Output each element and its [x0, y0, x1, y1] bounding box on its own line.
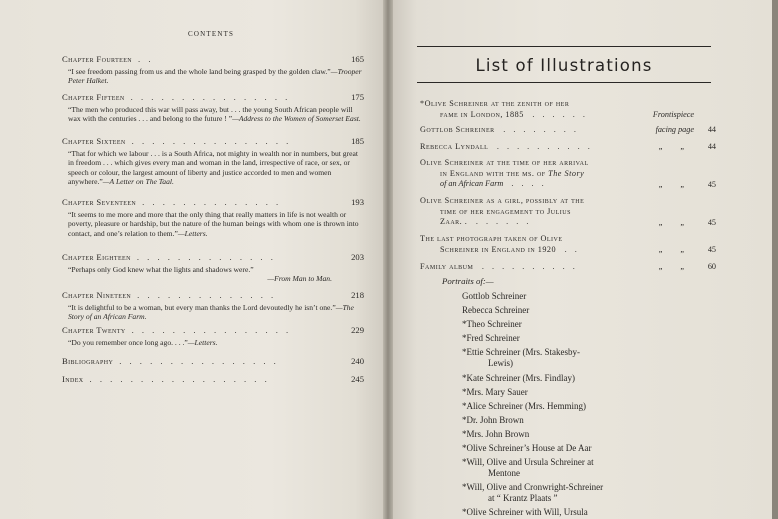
illustration-caption: *Olive Schreiner at the zenith of her: [420, 99, 570, 108]
illustration-entry: [420, 125, 716, 136]
illustration-ref: facing page: [655, 125, 694, 135]
toc-page-number: 185: [351, 136, 364, 146]
toc-entry: [62, 374, 364, 386]
portrait-item-cont: Lewis): [488, 358, 513, 368]
portrait-item: [462, 358, 513, 369]
leader-dots: . . . . . .: [475, 217, 532, 227]
toc-entry: [62, 290, 364, 322]
epigraph: [62, 105, 364, 124]
toc-entry-title: Chapter Sixteen: [62, 136, 126, 146]
illustration-caption-cont: Zaar. .: [440, 217, 468, 227]
portrait-item: *Alice Schreiner (Mrs. Hemming): [462, 401, 586, 411]
leader-dots: . . . . . . . . . . . . . .: [137, 290, 277, 300]
illustration-ref: „: [680, 142, 684, 152]
ditto-mark: „: [658, 262, 663, 272]
leader-dots: . . . . . . . . . . . . . . . .: [131, 136, 292, 146]
running-head: CONTENTS: [188, 30, 235, 38]
portrait-item: *Fred Schreiner: [462, 333, 520, 343]
epigraph: [62, 67, 364, 86]
toc-entry-title: Bibliography: [62, 356, 114, 366]
toc-page-number: 240: [351, 356, 364, 366]
portrait-item: *Will, Olive and Ursula Schreiner at: [462, 457, 594, 467]
illustration-caption: Olive Schreiner at the time of her arrival: [420, 158, 589, 167]
illustration-caption-cont: fame in London, 1885: [440, 109, 524, 119]
epigraph-attribution: —The Story of an African Farm.: [68, 303, 354, 322]
epigraph-attribution: [62, 274, 364, 283]
portrait-item: *Olive Schreiner with Will, Ursula: [462, 507, 588, 517]
portrait-item: *Ettie Schreiner (Mrs. Stakesby-: [462, 347, 580, 357]
epigraph-text: “The men who produced this war will pass away, but . . . the young South African people will wax with the centuries . . . and belong to the future ! ”: [68, 105, 353, 124]
epigraph-attribution: —Letters.: [177, 228, 208, 238]
epigraph-text: “I see freedom passing from us and the whole land being grasped by the golden claw.”: [68, 67, 331, 76]
leader-dots: . . . . . . . .: [503, 125, 579, 134]
illustration-page: 45: [707, 218, 716, 228]
illustration-caption-cont: in England with the ms. of: [440, 168, 546, 178]
portrait-item: Rebecca Schreiner: [462, 305, 530, 315]
leader-dots: . . . . . . . . . .: [481, 262, 578, 271]
toc-entry: [62, 92, 364, 124]
toc-entry-title: Index: [62, 374, 84, 384]
illustration-page: 44: [707, 142, 716, 152]
toc-page-number: 229: [351, 325, 364, 335]
portrait-item: *Will, Olive and Cronwright-Schreiner: [462, 482, 604, 492]
right-page: [390, 0, 778, 519]
ditto-mark: „: [658, 180, 663, 190]
epigraph-text: “Perhaps only God knew what the lights and shadows were.”: [68, 265, 254, 274]
leader-dots: . . . . . . . . . . . . . . . .: [130, 92, 291, 102]
ditto-mark: „: [658, 218, 663, 228]
portrait-item-cont: at “ Krantz Plaats ”: [488, 493, 558, 503]
epigraph-text: “It seems to me more and more that the only thing that really matters in life is not wealth or poverty, pleasure or hardship, but the nature of the human beings with whom one is thrown into contact, and one’s relation to them.”: [68, 210, 359, 238]
illustration-caption-cont: of an African Farm: [440, 179, 504, 189]
illustration-caption: Gottlob Schreiner: [420, 125, 495, 134]
epigraph: [62, 303, 364, 322]
leader-dots: . . . . . . . . . . . . . . . . . .: [89, 374, 270, 384]
toc-page-number: 193: [351, 197, 364, 207]
title-rule-bottom: [417, 82, 711, 83]
leader-dots: . . . . . . . . . . . . . . . .: [119, 356, 279, 366]
page-title: List of Illustrations: [475, 56, 653, 75]
toc-entry-title: Chapter Nineteen: [62, 290, 132, 300]
epigraph: [62, 265, 364, 274]
ditto-mark: „: [658, 245, 663, 255]
illustration-page: 60: [707, 262, 716, 272]
portrait-item: [462, 468, 520, 479]
leader-dots: . . . . . . . . . .: [496, 142, 593, 151]
epigraph: [62, 210, 364, 238]
illustration-page: 44: [707, 125, 716, 135]
illustration-caption-cont: Schreiner in England in 1920: [440, 244, 557, 254]
epigraph-attribution: —Address to the Women of Somerset East.: [232, 114, 361, 124]
illustration-entry: [420, 196, 716, 229]
illustration-entry: [420, 158, 716, 191]
toc-page-number: 245: [351, 374, 364, 384]
toc-page-number: 165: [351, 54, 364, 64]
portrait-item: Gottlob Schreiner: [462, 291, 527, 301]
leader-dots: . . . . . . . . . . . . . . . .: [131, 325, 292, 335]
toc-entry: [62, 356, 364, 368]
illustration-caption: Rebecca Lyndall: [420, 142, 489, 151]
illustration-ref: „: [680, 218, 684, 228]
toc-entry-title: Chapter Eighteen: [62, 252, 131, 262]
toc-entry-title: Chapter Twenty: [62, 325, 126, 335]
illustration-page: 45: [707, 180, 716, 190]
illustration-entry: [420, 99, 716, 121]
portrait-item: *Olive Schreiner’s House at De Aar: [462, 443, 592, 453]
epigraph-attribution: —Trooper Peter Halket.: [68, 67, 362, 86]
title-rule-top: [417, 46, 711, 47]
toc-entry-title: Chapter Fifteen: [62, 92, 125, 102]
illustration-caption: Family album: [420, 262, 474, 271]
epigraph-text: “Do you remember once long ago. . . .”: [68, 338, 188, 347]
toc-entry: [62, 197, 364, 238]
illustration-ref: Frontispiece: [652, 110, 694, 120]
illustration-ref: „: [680, 180, 684, 190]
book-gutter: [383, 0, 393, 519]
illustration-ref: „: [680, 262, 684, 272]
illustration-caption-italic: The Story: [548, 168, 585, 178]
epigraph-attribution: —A Letter on The Taal.: [102, 176, 174, 186]
toc-entry-title: Chapter Seventeen: [62, 197, 137, 207]
portrait-item: *Dr. John Brown: [462, 415, 524, 425]
portraits-heading: Portraits of:—: [442, 276, 494, 286]
illustration-entry: [420, 262, 716, 273]
illustration-entry: [420, 142, 716, 153]
toc-entry: [62, 252, 364, 284]
toc-entry: [62, 54, 364, 86]
illustration-ref: „: [680, 245, 684, 255]
illustration-caption: The last photograph taken of Olive: [420, 234, 563, 243]
portrait-item: *Mrs. John Brown: [462, 429, 530, 439]
toc-page-number: 203: [351, 252, 364, 262]
epigraph: [62, 149, 364, 186]
illustration-caption-cont: time of her engagement to Julius: [440, 206, 571, 216]
toc-entry: [62, 136, 364, 186]
illustration-page: 45: [707, 245, 716, 255]
toc-page-number: 175: [351, 92, 364, 102]
toc-page-number: 218: [351, 290, 364, 300]
portrait-item: [462, 493, 557, 504]
leader-dots: . .: [138, 54, 154, 64]
illustration-caption: Olive Schreiner as a girl, possibly at the: [420, 196, 585, 205]
leader-dots: . . . .: [511, 179, 547, 189]
leader-dots: . . . . . . . . . . . . . .: [142, 197, 282, 207]
epigraph-attribution: —Letters.: [187, 338, 218, 347]
leader-dots: . .: [564, 244, 580, 254]
illustration-entry: [420, 234, 716, 256]
portrait-item: *Mrs. Mary Sauer: [462, 387, 528, 397]
epigraph-text: “It is delightful to be a woman, but every man thanks the Lord devoutedly he isn’t one.”: [68, 303, 336, 312]
toc-entry: [62, 325, 364, 347]
ditto-mark: „: [658, 142, 663, 152]
portrait-item: *Theo Schreiner: [462, 319, 522, 329]
leader-dots: . . . . . .: [532, 109, 588, 119]
epigraph-attribution-text: —From Man to Man.: [267, 274, 332, 284]
toc-entry-title: Chapter Fourteen: [62, 54, 133, 64]
page-edge: [772, 0, 778, 519]
leader-dots: . . . . . . . . . . . . . .: [136, 252, 276, 262]
portrait-item: *Kate Schreiner (Mrs. Findlay): [462, 373, 575, 383]
epigraph: [62, 338, 364, 347]
portrait-item-cont: Mentone: [488, 468, 520, 478]
epigraph-text: “That for which we labour . . . is a South Africa, not mighty in wealth nor in numbers, but great in freedom . . . which gives every man and woman in the land, irrespective of race, or sex, or speech or colour, the largest amount of liberty and justice accorded to men and women anywhere.”: [68, 149, 358, 186]
